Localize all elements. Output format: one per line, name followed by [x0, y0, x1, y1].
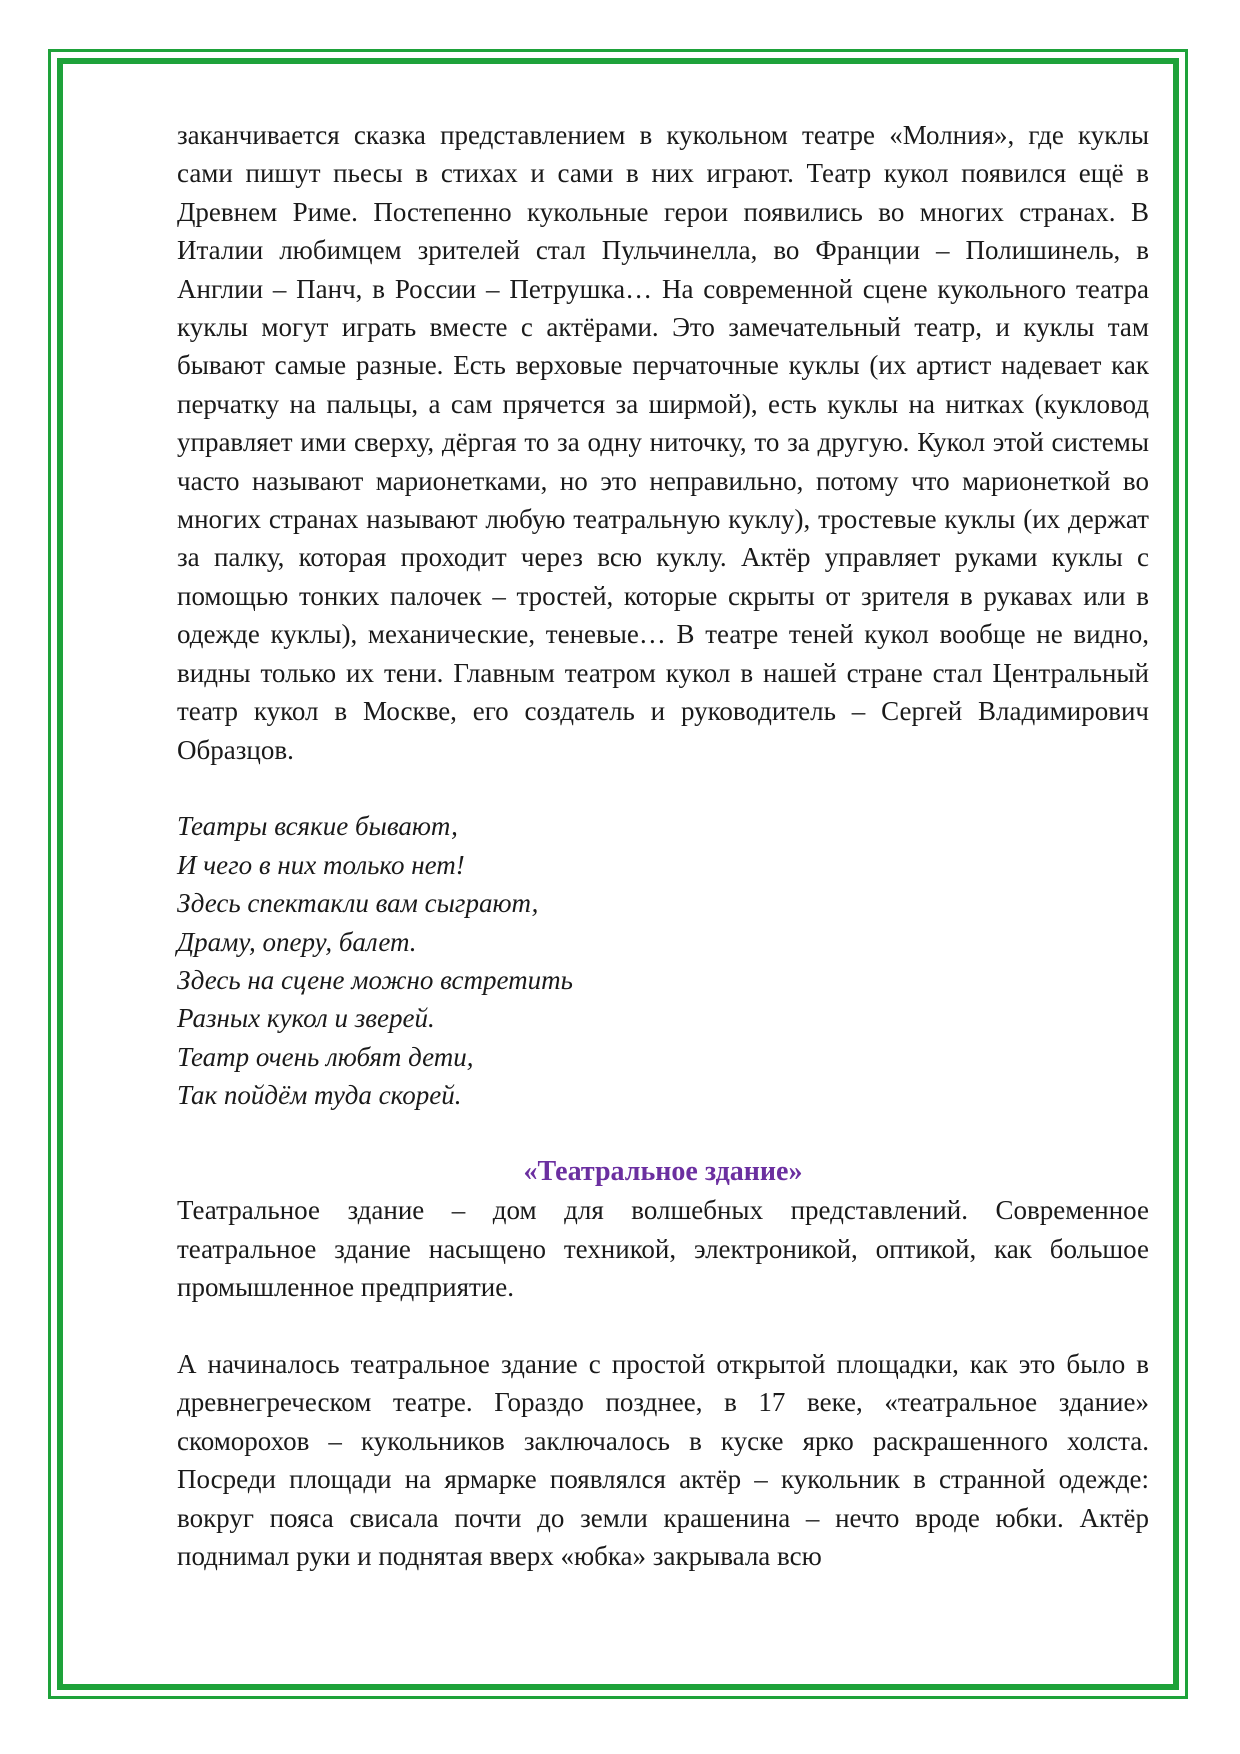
poem-line: Так пойдём туда скорей.: [177, 1080, 462, 1111]
poem-line: Драму, оперу, балет.: [177, 926, 417, 957]
poem: [177, 807, 1149, 1114]
poem-line: И чего в них только нет!: [177, 849, 465, 880]
paragraph-theatre-building: Театральное здание – дом для волшебных представлений. Современное театральное здание насыщено техникой, электроникой, оптикой, как большое промышленное предприятие.: [177, 1195, 1149, 1303]
section-title: «Театральное здание»: [523, 1155, 803, 1187]
paragraph-puppet-theatre: заканчивается сказка представлением в кукольном театре «Молния», где куклы сами пишут пьесы в стихах и сами в них играют. Театр кукол появился ещё в Древнем Риме. Постепенно кукольные герои появились во многих странах. В Италии любимцем зрителей стал Пульчинелла, во Франции – Полишинель, в Англии – Панч, в России – Петрушка… На современной сцене кукольного театра куклы могут играть вместе с актёрами. Это замечательный театр, и куклы там бывают самые разные. Есть верховые перчаточные куклы (их артист надевает как перчатку на пальцы, а сам прячется за ширмой), есть куклы на нитках (кукловод управляет ими сверху, дёргая то за одну ниточку, то за другую. Кукол этой системы часто называют марионетками, но это неправильно, потому что марионеткой во многих странах называют любую театральную куклу), тростевые куклы (их держат за палку, которая проходит через всю куклу. Актёр управляет руками куклы с помощью тонких палочек – тростей, которые скрыты от зрителя в рукавах или в одежде куклы), механические, теневые… В театре теней кукол вообще не видно, видны только их тени. Главным театром кукол в нашей стране стал Центральный театр кукол в Москве, его создатель и руководитель – Сергей Владимирович Образцов.: [177, 120, 1149, 765]
poem-line: Разных кукол и зверей.: [177, 1003, 435, 1034]
paragraph-theatre-history: А начиналось театральное здание с простой открытой площадки, как это было в древнегреческом театре. Гораздо позднее, в 17 веке, «театральное здание» скоморохов – кукольников заключалось в куске ярко раскрашенного холста. Посреди площади на ярмарке появлялся актёр – кукольник в странной одежде: вокруг пояса свисала почти до земли крашенина – нечто вроде юбки. Актёр поднимал руки и поднятая вверх «юбка» закрывала всю: [177, 1348, 1149, 1571]
poem-line: Театры всякие бывают,: [177, 811, 458, 842]
poem-line: Здесь на сцене можно встретить: [177, 964, 573, 995]
poem-line: Театр очень любят дети,: [177, 1041, 474, 1072]
poem-line: Здесь спектакли вам сыграют,: [177, 888, 539, 919]
page-content: [177, 116, 1149, 1575]
